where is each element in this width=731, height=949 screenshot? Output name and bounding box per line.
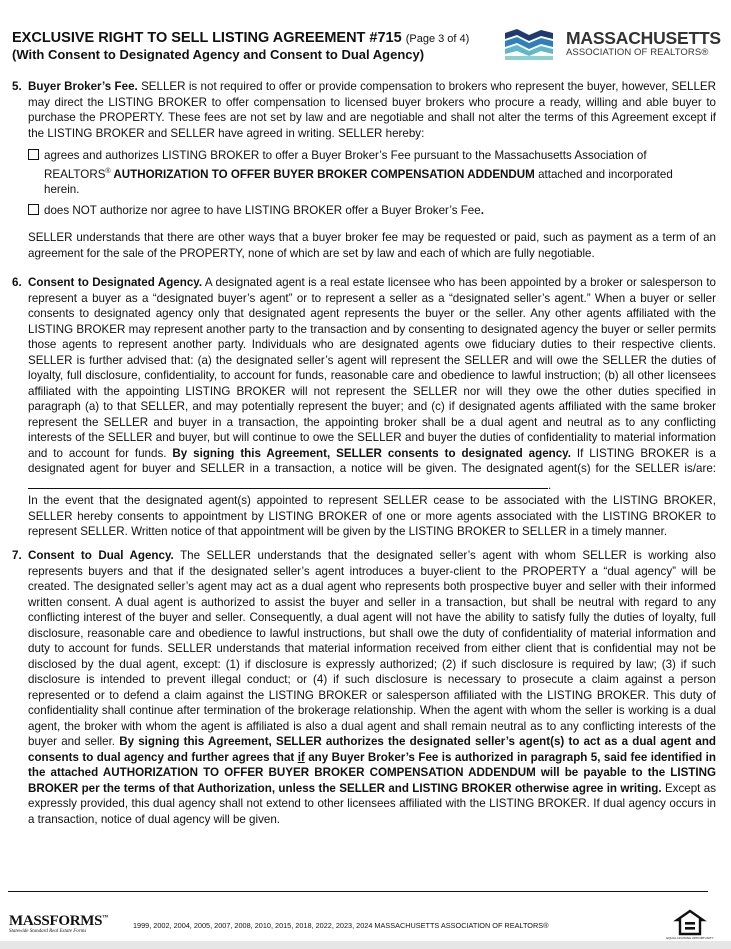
logo-text-massachusetts: MASSACHUSETTS xyxy=(566,28,721,48)
document-title: EXCLUSIVE RIGHT TO SELL LISTING AGREEMENT #715 (Page 3 of 4) xyxy=(12,30,470,46)
decline-fee-checkbox[interactable] xyxy=(28,204,39,215)
section-title: Consent to Dual Agency. xyxy=(28,549,174,562)
section-number: 5. xyxy=(12,80,22,93)
document-subtitle: (With Consent to Designated Agency and Consent to Dual Agency) xyxy=(12,47,425,62)
mar-logo xyxy=(503,27,721,61)
footer-divider xyxy=(8,891,708,892)
equal-housing-icon xyxy=(666,910,714,940)
mar-logo-icon xyxy=(503,27,555,61)
option-text: agrees and authorizes LISTING BROKER to offer a Buyer Broker’s Fee pursuant to the Massachusetts Association of REALTORS® AUTHORIZATION TO OFFER BUYER BROKER COMPENSATION ADDENDUM attached and incorporated herein. xyxy=(44,149,673,196)
option-decline-fee xyxy=(28,203,678,219)
section-number: 6. xyxy=(12,276,22,289)
section-designated-agency xyxy=(12,275,716,540)
copyright-notice: 1999, 2002, 2004, 2005, 2007, 2008, 2010, 2015, 2018, 2022, 2023, 2024 MASSACHUSETTS ASSOCIATION OF REALTORS® xyxy=(133,921,549,930)
section-buyer-broker-fee xyxy=(12,79,716,141)
section-title: Buyer Broker’s Fee. xyxy=(28,80,138,93)
document-header xyxy=(12,30,492,63)
massforms-logo xyxy=(9,913,108,934)
section-title: Consent to Designated Agency. xyxy=(28,276,203,289)
section-number: 7. xyxy=(12,549,22,562)
logo-text-association: ASSOCIATION OF REALTORS® xyxy=(566,47,709,58)
massforms-brand: MASSFORMS™ xyxy=(9,913,108,929)
authorize-fee-checkbox[interactable] xyxy=(28,149,39,160)
section-dual-agency xyxy=(12,548,716,827)
option-authorize-fee xyxy=(28,148,678,197)
section-buyer-broker-fee-closing xyxy=(12,230,716,261)
section-text: Consent to Dual Agency. The SELLER understands that the designated seller’s agent with whom SELLER is working also represents buyers and that if the designated seller’s agent introduces a buyer-client to the PROPERTY a “dual agency” will be created. The designated seller’s agent may act as a dual agent who represents both prospective buyer and seller with their informed written consent. A dual agent is authorized to assist the buyer and seller in a transaction, but shall be neutral with regard to any conflicting interest of the buyer and seller. Consequently, a dual agent will not have the ability to satisfy fully the duties of loyalty, full disclosure, reasonable care and obedience to lawful instructions, but shall owe the duty of confidentiality of material information and duty to account for funds. SELLER understands that material information received from either client that is confidential may not be disclosed by the dual agent, except: (1) if disclosure is expressly authorized; (2) if such disclosure is required by law; (3) if such disclosure is intended to prevent illegal conduct; or (4) if such disclosure is necessary to prosecute a claim against a person represented or to defend a claim against the LISTING BROKER or salesperson affiliated with the LISTING BROKER. This duty of confidentiality shall continue after termination of the brokerage relationship. When the agent with whom the seller is working is a dual agent, the broker with whom the agent is affiliated is also a dual agent and shall remain neutral as to any conflicting interests of the buyer and seller. By signing this Agreement, SELLER authorizes the designated seller’s agent(s) to act as a dual agent and consents to dual agency and further agrees that if any Buyer Broker’s Fee is authorized in paragraph 5, said fee identified in the attached AUTHORIZATION TO OFFER BUYER BROKER COMPENSATION ADDENDUM will be payable to the LISTING BROKER per the terms of that Authorization, unless the SELLER and LISTING BROKER otherwise agree in writing. Except as expressly provided, this dual agency shall not extend to other licensees affiliated with the LISTING BROKER. If dual agency occurs in a transaction, notice of dual agency will be given. xyxy=(28,549,717,826)
section-text-continued: In the event that the designated agent(s) appointed to represent SELLER cease to be associated with the LISTING BROKER, SELLER hereby consents to appointment by LISTING BROKER of one or more agents associated with the LISTING BROKER to represent SELLER. Written notice of that appointment will be given by the LISTING BROKER to SELLER in a timely manner. xyxy=(28,494,716,538)
section-text: SELLER understands that there are other ways that a buyer broker fee may be requested or paid, such as payment as a term of an agreement for the sale of the PROPERTY, none of which are set by law and each of which are fully negotiable. xyxy=(28,231,716,260)
section-text: Buyer Broker’s Fee. SELLER is not required to offer or provide compensation to brokers who represent the buyer, however, SELLER may direct the LISTING BROKER to offer compensation to licensed buyer brokers who procure a ready, willing and able buyer to purchase the PROPERTY. These fees are not set by law and are negotiable and shall not alter the terms of this Agreement except if the LISTING BROKER and SELLER have agreed in writing. SELLER hereby: xyxy=(28,80,717,140)
page-indicator: (Page 3 of 4) xyxy=(405,33,470,45)
page-bottom-bar xyxy=(0,941,731,949)
option-text: does NOT authorize nor agree to have LISTING BROKER offer a Buyer Broker’s Fee. xyxy=(44,204,484,217)
eho-label: EQUAL HOUSING OPPORTUNITY xyxy=(666,936,714,940)
designated-agent-field[interactable] xyxy=(28,477,548,489)
section-text: Consent to Designated Agency. A designated agent is a real estate licensee who has been appointed by a broker or salesperson to represent a buyer as a “designated buyer’s agent” or to represent a seller as a “designated seller’s agent.” When a buyer or seller consents to designated agency only that designated agent represents the buyer or the seller. Any other agents affiliated with the LISTING BROKER may represent another party to the transaction and by consenting to designated agency the buyer or seller permits those agents to represent another party. Individuals who are designated agents owe fiduciary duties to their respective clients. SELLER is further advised that: (a) the designated seller’s agent will represent the SELLER and will owe the SELLER the duties of loyalty, full disclosure, confidentiality, to account for funds, reasonable care and obedience to lawful instruction; (b) all other licensees affiliated with the appointing LISTING BROKER will not represent the SELLER nor will they owe the other duties specified in paragraph (a) to that SELLER, and may potentially represent the buyer; and (c) if designated agents affiliated with the same broker represent the SELLER and buyer in a transaction, the appointing broker shall be a dual agent and neutral as to any conflicting interests of the SELLER and buyer, but will continue to owe the SELLER and buyer the duties of confidentiality to material information and to account for funds. By signing this Agreement, SELLER consents to designated agency. If LISTING BROKER is a designated agent for buyer and SELLER in a transaction, a notice will be given. The designated agent(s) for the SELLER is/are:. xyxy=(28,276,716,492)
massforms-tagline: Statewide Standard Real Estate Forms xyxy=(9,929,87,934)
